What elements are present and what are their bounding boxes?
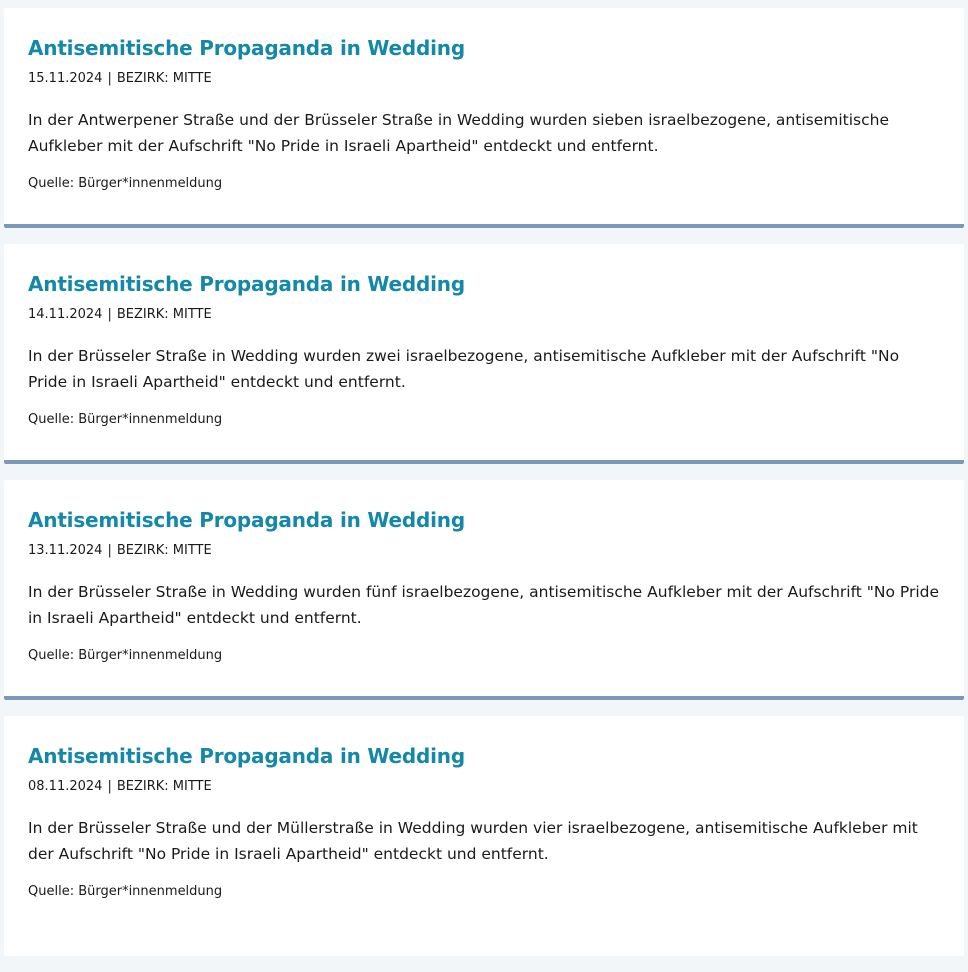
meta-separator: |	[107, 543, 112, 558]
incident-meta	[28, 778, 940, 796]
incident-title-link[interactable]: Antisemitische Propaganda in Wedding	[28, 272, 465, 296]
incident-source: Quelle: Bürger*innenmeldung	[28, 411, 223, 427]
incident-title-link[interactable]: Antisemitische Propaganda in Wedding	[28, 36, 465, 60]
incident-date: 15.11.2024	[28, 71, 103, 86]
incident-district: BEZIRK: MITTE	[116, 71, 212, 86]
incident-date: 08.11.2024	[28, 779, 103, 794]
incident-description: In der Brüsseler Straße und der Müllerstraße in Wedding wurden vier israelbezogene, antisemitische Aufkleber mit der Aufschrift "No Pride in Israeli Apartheid" entdeckt und entfernt.	[28, 819, 918, 863]
incident-title-link[interactable]: Antisemitische Propaganda in Wedding	[28, 508, 465, 532]
incident-card	[4, 480, 964, 700]
incident-card	[4, 244, 964, 464]
incident-description: In der Antwerpener Straße und der Brüsseler Straße in Wedding wurden sieben israelbezogene, antisemitische Aufkleber mit der Aufschrift "No Pride in Israeli Apartheid" entdeckt und entfernt.	[28, 111, 889, 155]
incident-district: BEZIRK: MITTE	[116, 307, 212, 322]
incident-source: Quelle: Bürger*innenmeldung	[28, 883, 223, 899]
incident-title-link[interactable]: Antisemitische Propaganda in Wedding	[28, 744, 465, 768]
incident-card	[4, 716, 964, 956]
incident-description: In der Brüsseler Straße in Wedding wurden fünf israelbezogene, antisemitische Aufkleber mit der Aufschrift "No Pride in Israeli Apartheid" entdeckt und entfernt.	[28, 583, 940, 627]
meta-separator: |	[107, 307, 112, 322]
incident-source: Quelle: Bürger*innenmeldung	[28, 175, 223, 191]
incident-meta	[28, 306, 940, 324]
meta-separator: |	[107, 779, 112, 794]
incident-district: BEZIRK: MITTE	[116, 543, 212, 558]
incident-source: Quelle: Bürger*innenmeldung	[28, 647, 223, 663]
incident-list	[4, 8, 964, 972]
meta-separator: |	[107, 71, 112, 86]
incident-district: BEZIRK: MITTE	[116, 779, 212, 794]
incident-meta	[28, 542, 940, 560]
incident-card	[4, 8, 964, 228]
incident-date: 14.11.2024	[28, 307, 103, 322]
incident-date: 13.11.2024	[28, 543, 103, 558]
incident-meta	[28, 70, 940, 88]
incident-description: In der Brüsseler Straße in Wedding wurden zwei israelbezogene, antisemitische Aufkleber mit der Aufschrift "No Pride in Israeli Apartheid" entdeckt und entfernt.	[28, 347, 900, 391]
